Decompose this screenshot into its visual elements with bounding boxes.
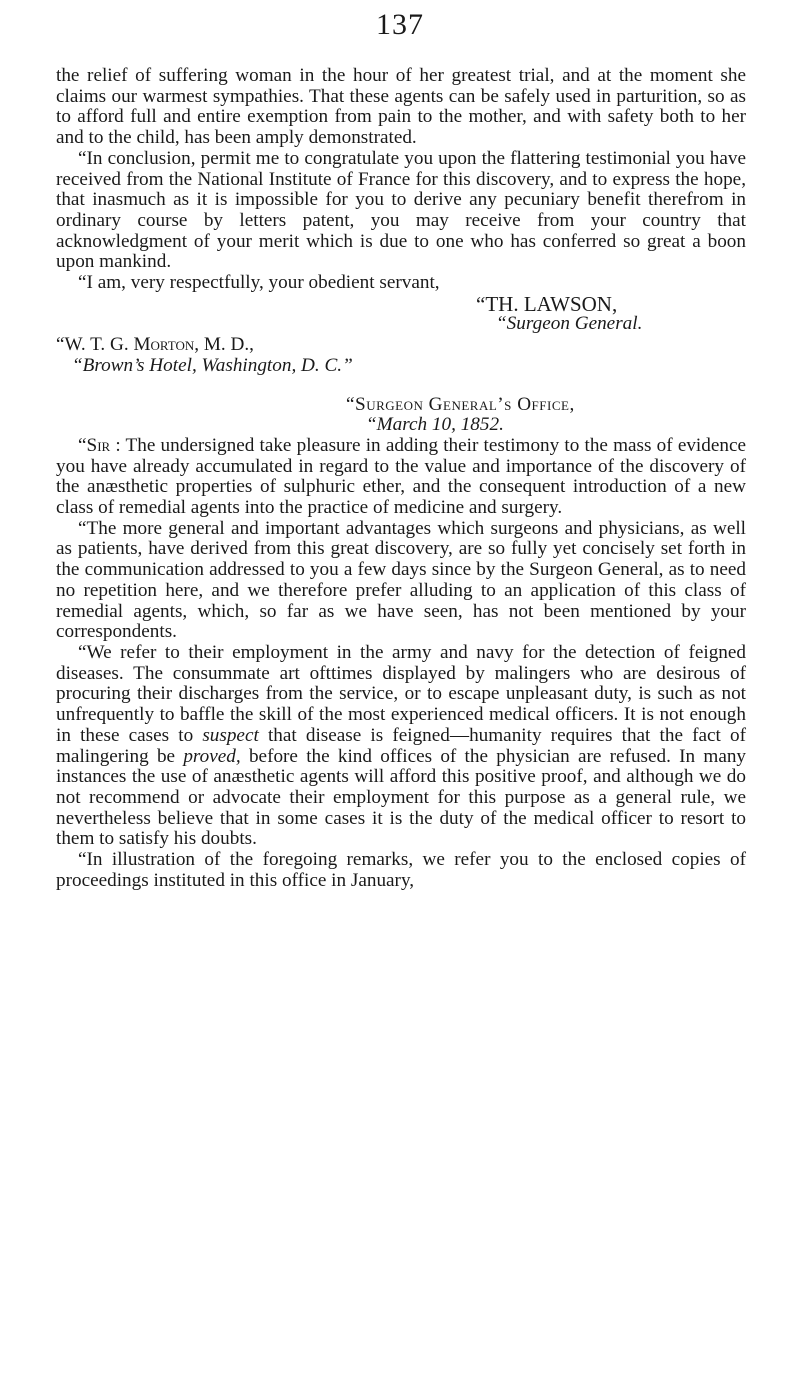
page-body bbox=[56, 66, 746, 891]
page-number: 137 bbox=[376, 8, 424, 41]
feigned-text-a: “We refer to their employment in the army and navy for the detection of feigned diseases. The consummate art ofttimes displayed by malingers who are desirous of procuring their discharges from the service, or to escape unpleasant duty, is such as not unfrequently to baffle the skill of the most experienced medical officers. It is not enough in these cases to bbox=[56, 641, 746, 746]
salutation: “Sir : bbox=[78, 434, 121, 456]
addressee-place: “Brown’s Hotel, Washington, D. C.” bbox=[72, 354, 353, 376]
letter-date: “March 10, 1852. bbox=[366, 414, 504, 436]
paragraph-illustration: “In illustration of the foregoing remarks, we refer you to the enclosed copies of proceedings instituted in this office in January, bbox=[56, 849, 746, 891]
paragraph-sir-text: The undersigned take pleasure in adding their testimony to the mass of evidence you have already accumulated in regard to the value and importance of the discovery of the anæsthetic properties of sulphuric ether, and the consequent introduction of a new class of remedial agents into the practice of medicine and surgery. bbox=[56, 434, 746, 519]
paragraph-advantages: “The more general and important advantages which surgeons and physicians, as well as patients, have derived from this great discovery, are so fully yet concisely set forth in the communication addressed to you a few days since by the Surgeon General, as to need no repetition here, and we therefore prefer alluding to an application of this class of remedial agents, which, so far as we have seen, has not been mentioned by your correspondents. bbox=[56, 517, 746, 643]
paragraph-relief: the relief of suffering woman in the hour of her greatest trial, and at the moment she claims our warmest sympathies. That these agents can be safely used in parturition, so as to afford full and entire exemption from pain to the mother, and with safety both to her and to the child, has been amply demonstrated. bbox=[56, 65, 746, 149]
signer-name: “TH. LAWSON, bbox=[476, 291, 618, 316]
paragraph-feigned-diseases bbox=[56, 643, 746, 850]
paragraph-conclusion: “In conclusion, permit me to congratulate you upon the flattering testimonial you have received from the National Institute of France for this discovery, and to express the hope, that inasmuch as it is impossible for you to derive any pecuniary benefit therefrom in ordinary course by letters patent, you may receive from your country that acknowledgment of your merit which is due to one who has conferred so great a boon upon mankind. bbox=[56, 147, 746, 273]
feigned-text-b: that disease is feigned—humanity requires that the fact of malingering be bbox=[56, 724, 746, 767]
emphasis-suspect: suspect bbox=[202, 724, 259, 746]
emphasis-proved: proved, bbox=[183, 745, 241, 767]
valediction: “I am, very respectfully, your obedient servant, bbox=[78, 272, 440, 294]
paragraph-sir bbox=[56, 436, 746, 519]
office-heading: “Surgeon General’s Office, bbox=[346, 393, 575, 415]
addressee-name: “W. T. G. Morton, M. D., bbox=[56, 334, 254, 356]
feigned-text-c: before the kind offices of the physician are refused. In many instances the use of anæsthetic agents will afford this positive proof, and although we do not recommend or advocate their employment for this purpose as a general rule, we nevertheless believe that in some cases it is the duty of the medical officer to resort to them to satisfy his doubts. bbox=[56, 745, 747, 850]
signer-title: “Surgeon General. bbox=[496, 313, 643, 335]
